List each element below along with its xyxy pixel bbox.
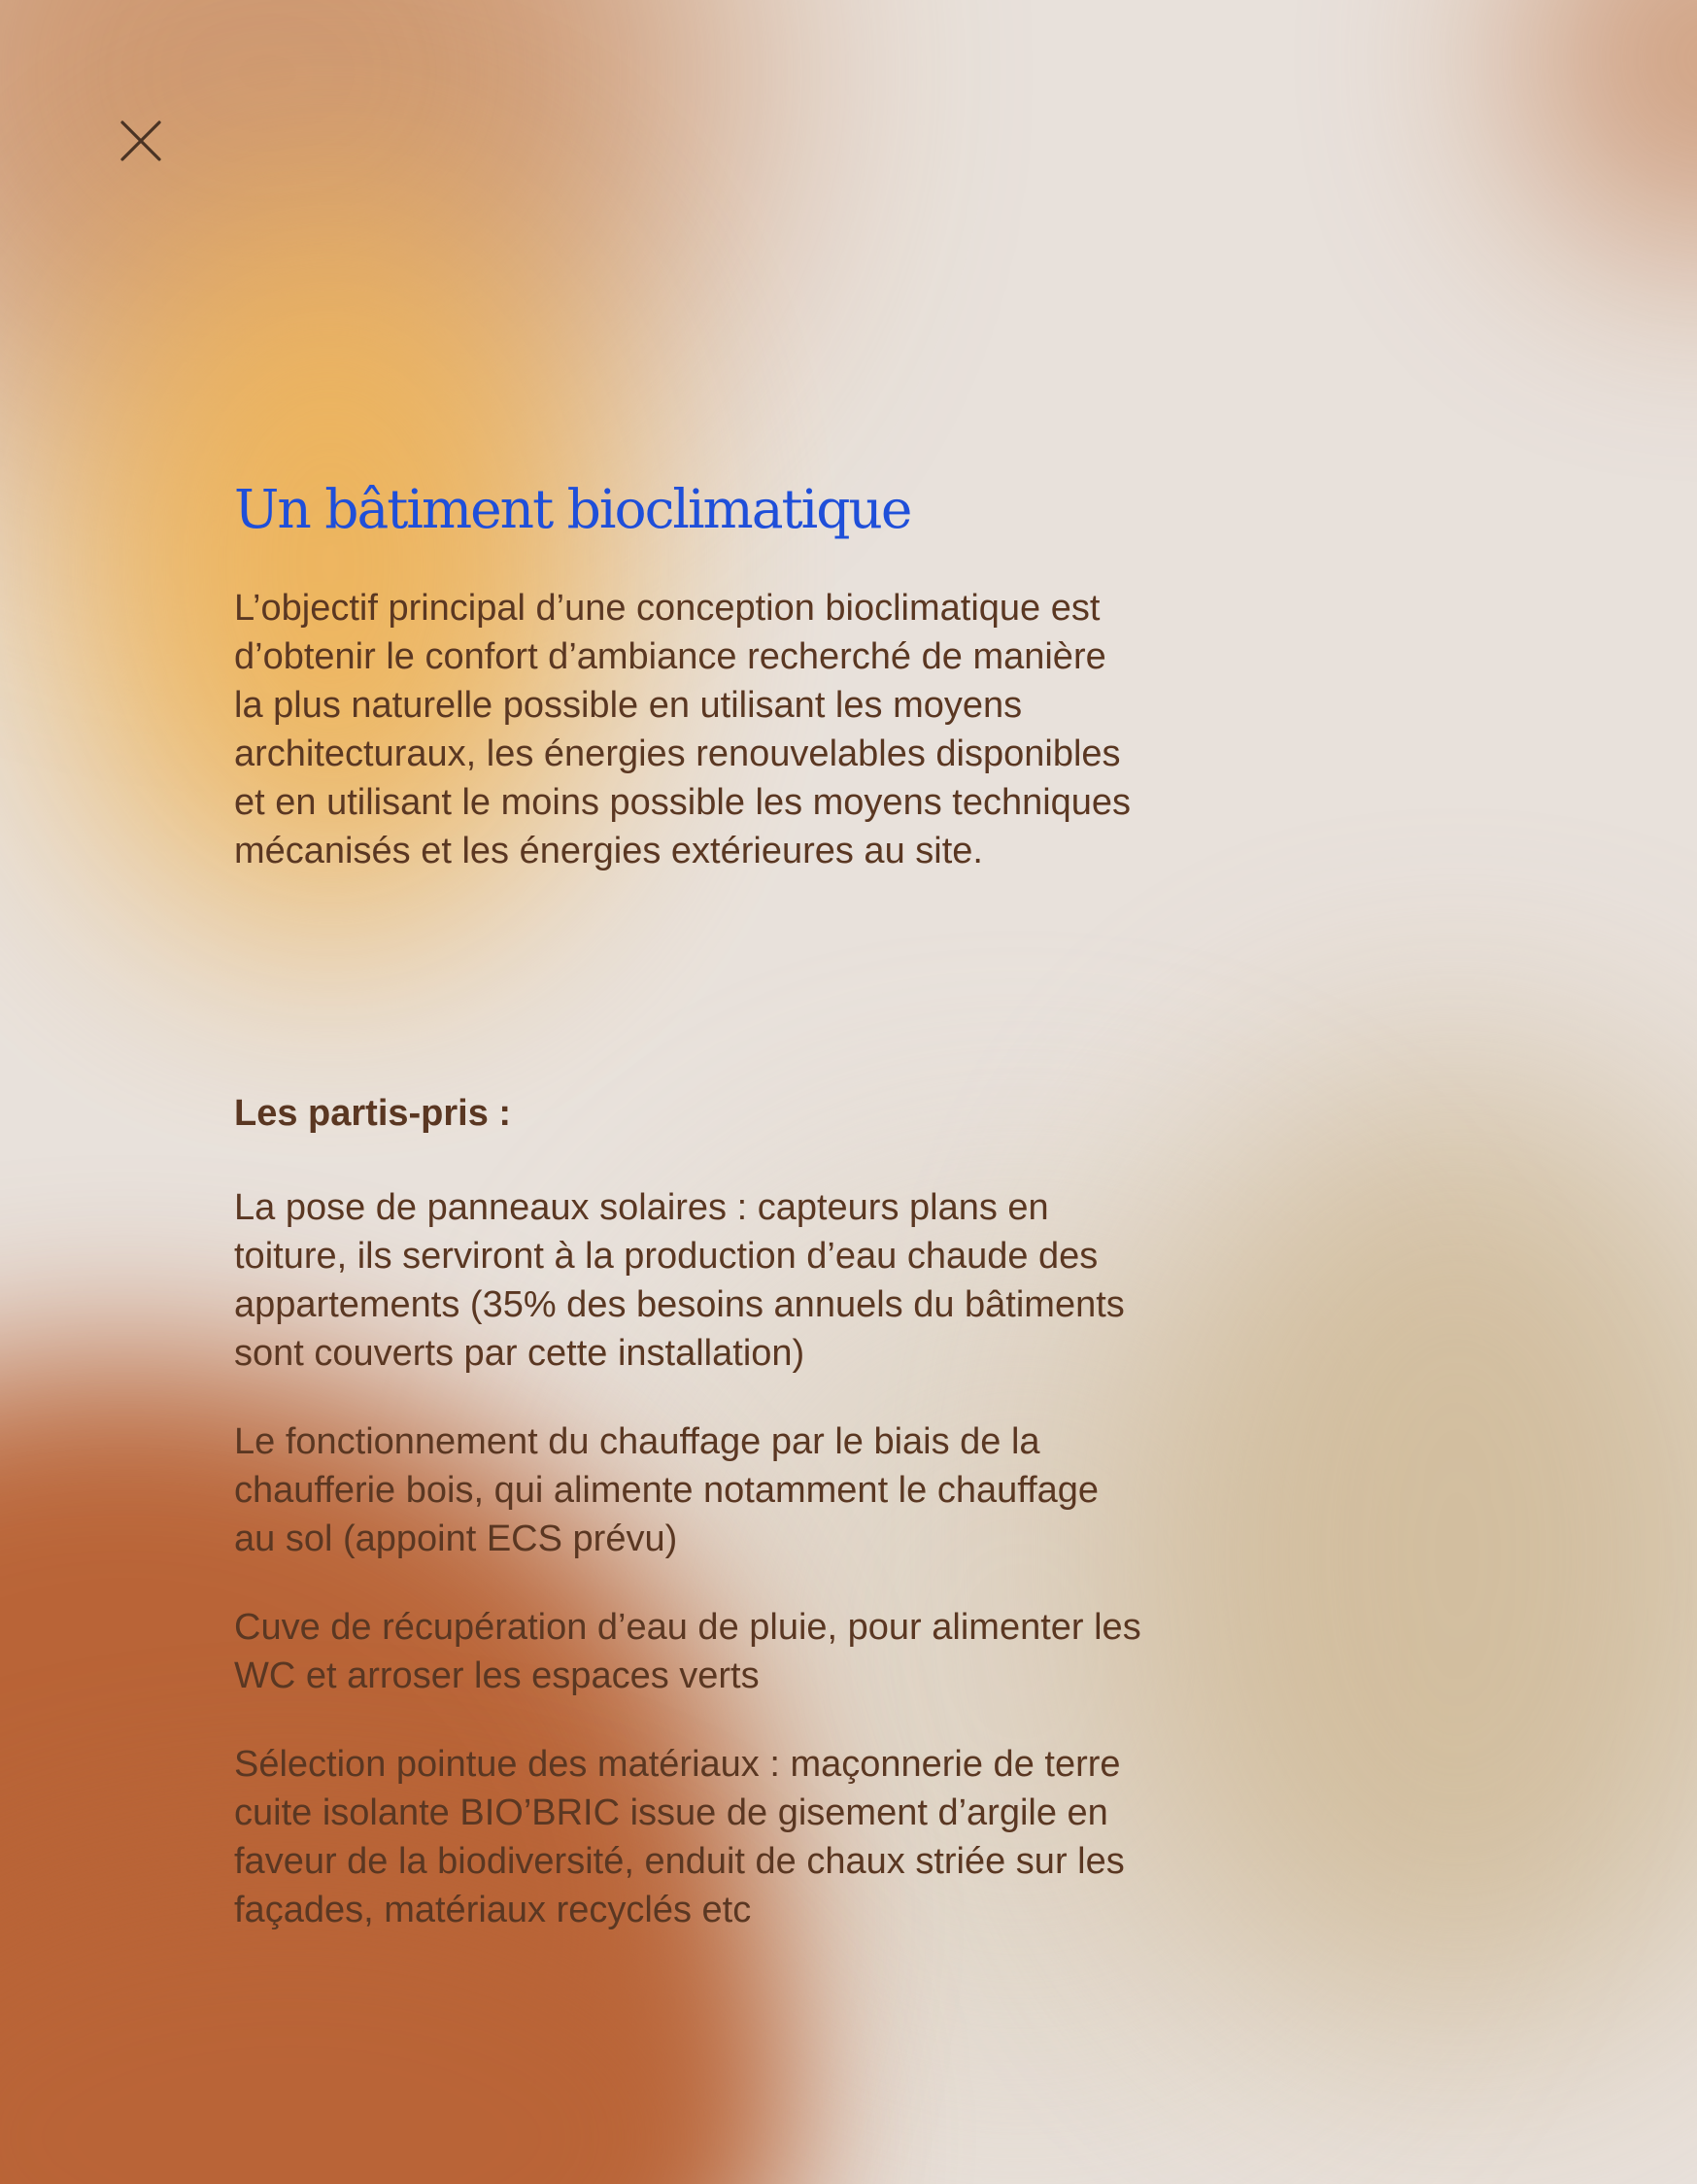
list-item-rainwater: Cuve de récupération d’eau de pluie, pour alimenter les WC et arroser les espaces verts: [234, 1607, 1141, 1696]
page-title: Un bâtiment bioclimatique: [234, 478, 911, 540]
intro-paragraph: L’objectif principal d’une conception bioclimatique est d’obtenir le confort d’ambiance recherché de manière la plus naturelle possible en utilisant les moyens architecturaux, les énergies renouvelables disponibles et en utilisant le moins possible les moyens techniques mécanisés et les énergies extérieures au site.: [234, 588, 1132, 871]
list-item-wood-heating: Le fonctionnement du chauffage par le biais de la chaufferie bois, qui alimente notamment le chauffage au sol (appoint ECS prévu): [234, 1421, 1100, 1559]
list-item-solar-panels: La pose de panneaux solaires : capteurs plans en toiture, ils serviront à la production d’eau chaude des appartements (35% des besoins annuels du bâtiments sont couverts par cette installation): [234, 1187, 1125, 1374]
partis-pris-list: [234, 1183, 1141, 1974]
partis-pris-heading: Les partis-pris :: [234, 1093, 512, 1134]
bg-blob-tan-corner: [1515, 0, 1697, 262]
close-button[interactable]: [114, 114, 168, 168]
list-item-materials: Sélection pointue des matériaux : maçonnerie de terre cuite isolante BIO’BRIC issue de gisement d’argile en faveur de la biodiversité, enduit de chaux striée sur les façades, matériaux recyclés etc: [234, 1744, 1125, 1930]
close-icon: [119, 119, 162, 162]
